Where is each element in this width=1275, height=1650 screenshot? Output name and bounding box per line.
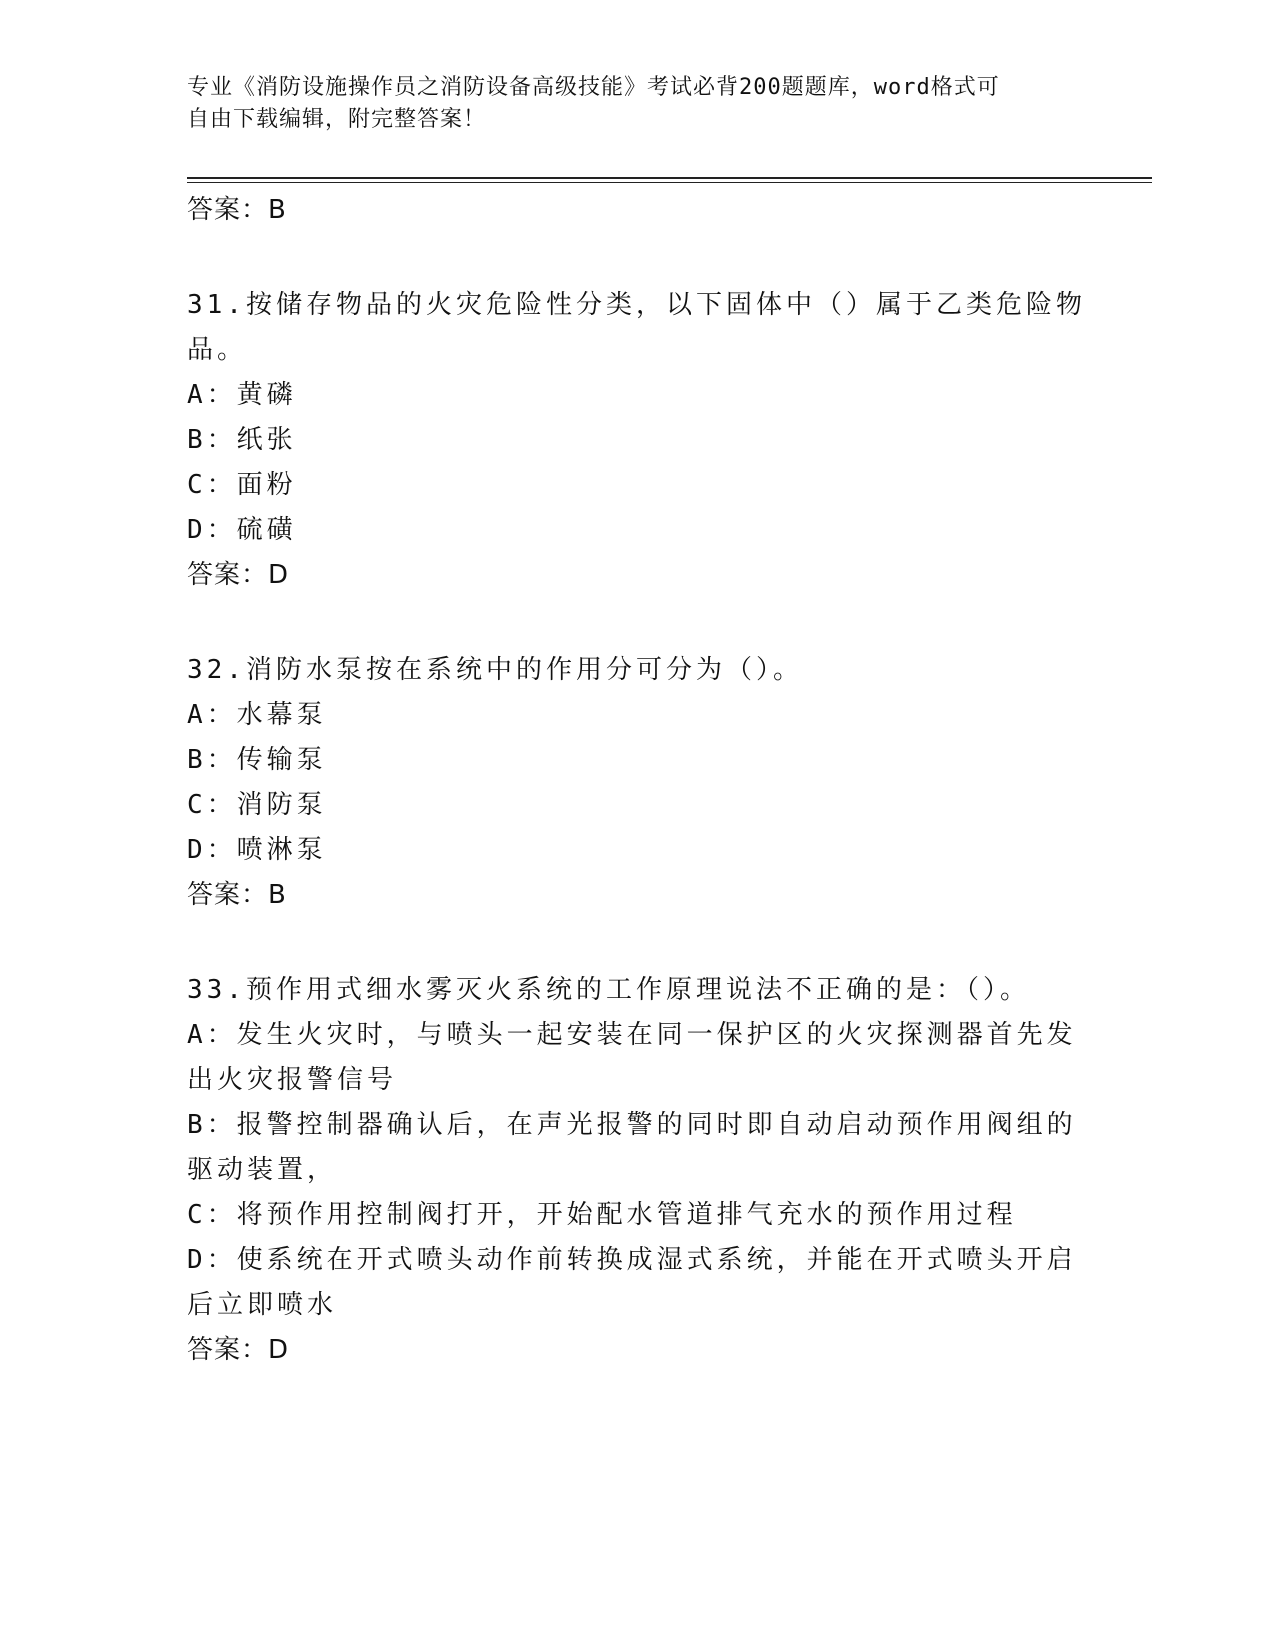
question-33 <box>187 968 1087 1368</box>
answer: 答案：D <box>187 560 290 590</box>
question-text: 31.按储存物品的火灾危险性分类，以下固体中（）属于乙类危险物品。 <box>187 290 1086 365</box>
option-c: C：面粉 <box>187 470 297 500</box>
header-divider <box>187 177 1152 183</box>
option-d: D：硫磺 <box>187 515 297 545</box>
option-d: D：使系统在开式喷头动作前转换成湿式系统，并能在开式喷头开启后立即喷水 <box>187 1245 1077 1320</box>
previous-answer: 答案：B <box>187 195 287 225</box>
option-b: B：传输泵 <box>187 745 327 775</box>
answer: 答案：D <box>187 1335 290 1365</box>
header-line-1: 专业《消防设施操作员之消防设备高级技能》考试必背200题题库，word格式可 <box>187 75 1000 100</box>
option-a: A：发生火灾时，与喷头一起安装在同一保护区的火灾探测器首先发出火灾报警信号 <box>187 1020 1077 1095</box>
question-32 <box>187 648 1087 913</box>
option-d: D：喷淋泵 <box>187 835 327 865</box>
answer: 答案：B <box>187 880 287 910</box>
option-c: C：消防泵 <box>187 790 327 820</box>
option-b: B：报警控制器确认后，在声光报警的同时即自动启动预作用阀组的驱动装置， <box>187 1110 1077 1185</box>
option-c: C：将预作用控制阀打开，开始配水管道排气充水的预作用过程 <box>187 1200 1017 1230</box>
option-a: A：黄磷 <box>187 380 297 410</box>
question-31 <box>187 283 1087 593</box>
question-list <box>187 188 1087 1368</box>
option-a: A：水幕泵 <box>187 700 327 730</box>
option-b: B：纸张 <box>187 425 297 455</box>
question-text: 32.消防水泵按在系统中的作用分可分为（）。 <box>187 655 803 685</box>
question-text: 33.预作用式细水雾灭火系统的工作原理说法不正确的是：（）。 <box>187 975 1030 1005</box>
header-line-2: 自由下载编辑，附完整答案！ <box>187 107 487 132</box>
document-header <box>187 72 1087 136</box>
